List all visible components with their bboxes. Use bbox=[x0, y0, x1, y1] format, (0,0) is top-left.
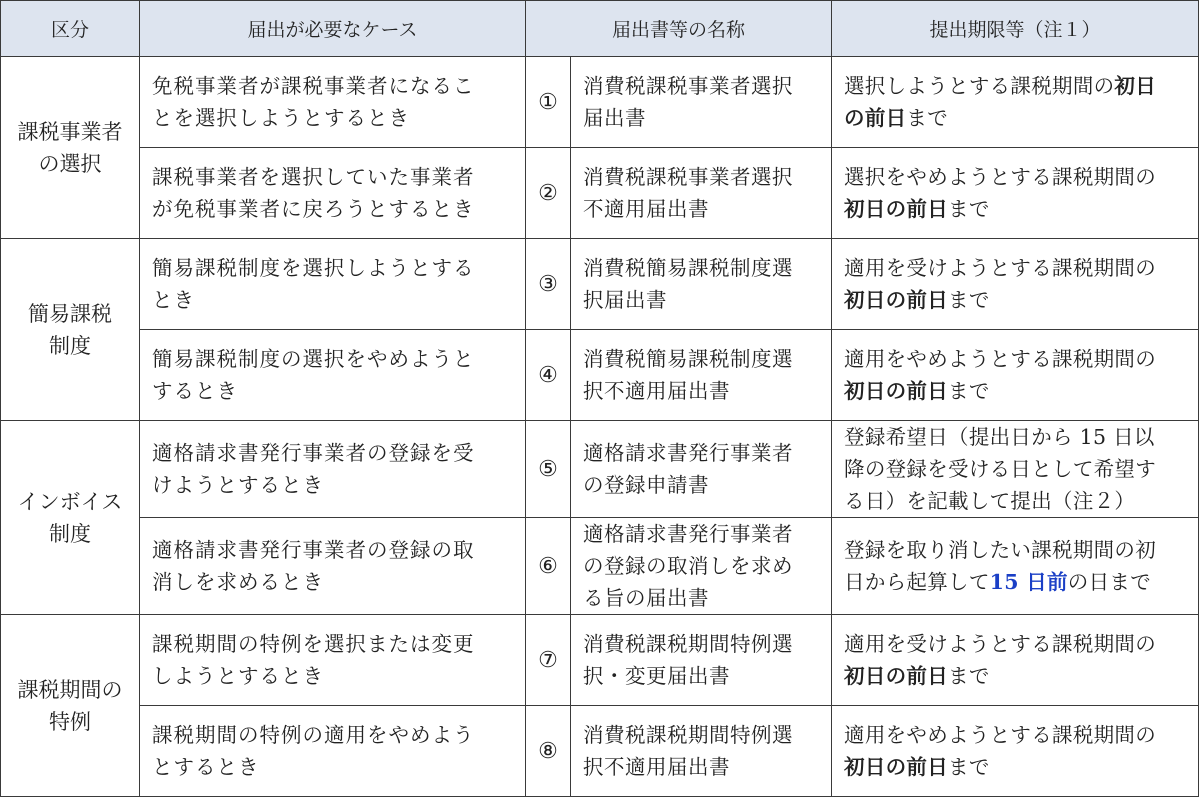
header-case: 届出が必要なケース bbox=[140, 1, 526, 57]
form-name-cell: 消費税課税期間特例選 択・変更届出書 bbox=[571, 615, 832, 706]
form-name-cell: 適格請求書発行事業者 の登録の取消しを求め る旨の届出書 bbox=[571, 518, 832, 615]
deadline-cell: 登録希望日（提出日から 15 日以 降の登録を受ける日として希望す る日）を記載して提出（注２） bbox=[832, 421, 1199, 518]
form-name-cell: 適格請求書発行事業者 の登録申請書 bbox=[571, 421, 832, 518]
case-cell: 免税事業者が課税事業者になるこ とを選択しようとするとき bbox=[140, 57, 526, 148]
row-number: ⑤ bbox=[526, 421, 571, 518]
deadline-cell: 適用を受けようとする課税期間の 初日の前日まで bbox=[832, 239, 1199, 330]
deadline-cell: 適用を受けようとする課税期間の 初日の前日まで bbox=[832, 615, 1199, 706]
form-name-cell: 消費税簡易課税制度選 択届出書 bbox=[571, 239, 832, 330]
row-number: ⑧ bbox=[526, 706, 571, 797]
deadline-cell: 選択しようとする課税期間の初日 の前日まで bbox=[832, 57, 1199, 148]
case-cell: 適格請求書発行事業者の登録の取 消しを求めるとき bbox=[140, 518, 526, 615]
row-number: ④ bbox=[526, 330, 571, 421]
table-row bbox=[1, 421, 1199, 518]
form-name-cell: 消費税課税事業者選択 届出書 bbox=[571, 57, 832, 148]
table-row bbox=[1, 615, 1199, 706]
header-row bbox=[1, 1, 1199, 57]
deadline-cell: 適用をやめようとする課税期間の 初日の前日まで bbox=[832, 330, 1199, 421]
category-tax-period-exception: 課税期間の 特例 bbox=[1, 615, 140, 797]
deadline-cell: 登録を取り消したい課税期間の初 日から起算して15 日前の日まで bbox=[832, 518, 1199, 615]
case-cell: 適格請求書発行事業者の登録を受 けようとするとき bbox=[140, 421, 526, 518]
table-row bbox=[1, 148, 1199, 239]
header-category: 区分 bbox=[1, 1, 140, 57]
category-invoice-system: インボイス 制度 bbox=[1, 421, 140, 615]
form-name-cell: 消費税簡易課税制度選 択不適用届出書 bbox=[571, 330, 832, 421]
header-deadline: 提出期限等（注１） bbox=[832, 1, 1199, 57]
form-name-cell: 消費税課税期間特例選 択不適用届出書 bbox=[571, 706, 832, 797]
row-number: ⑦ bbox=[526, 615, 571, 706]
table-row bbox=[1, 57, 1199, 148]
row-number: ② bbox=[526, 148, 571, 239]
highlight-15-days-before: 15 日前 bbox=[989, 570, 1068, 594]
category-simplified-taxation: 簡易課税 制度 bbox=[1, 239, 140, 421]
table-row bbox=[1, 518, 1199, 615]
case-cell: 課税事業者を選択していた事業者 が免税事業者に戻ろうとするとき bbox=[140, 148, 526, 239]
case-cell: 課税期間の特例を選択または変更 しようとするとき bbox=[140, 615, 526, 706]
category-taxable-business-selection: 課税事業者 の選択 bbox=[1, 57, 140, 239]
form-name-cell: 消費税課税事業者選択 不適用届出書 bbox=[571, 148, 832, 239]
table-row bbox=[1, 706, 1199, 797]
case-cell: 簡易課税制度の選択をやめようと するとき bbox=[140, 330, 526, 421]
row-number: ① bbox=[526, 57, 571, 148]
row-number: ③ bbox=[526, 239, 571, 330]
table-row bbox=[1, 330, 1199, 421]
case-cell: 簡易課税制度を選択しようとする とき bbox=[140, 239, 526, 330]
row-number: ⑥ bbox=[526, 518, 571, 615]
deadline-cell: 適用をやめようとする課税期間の 初日の前日まで bbox=[832, 706, 1199, 797]
deadline-cell: 選択をやめようとする課税期間の 初日の前日まで bbox=[832, 148, 1199, 239]
header-form: 届出書等の名称 bbox=[526, 1, 832, 57]
table-row bbox=[1, 239, 1199, 330]
case-cell: 課税期間の特例の適用をやめよう とするとき bbox=[140, 706, 526, 797]
